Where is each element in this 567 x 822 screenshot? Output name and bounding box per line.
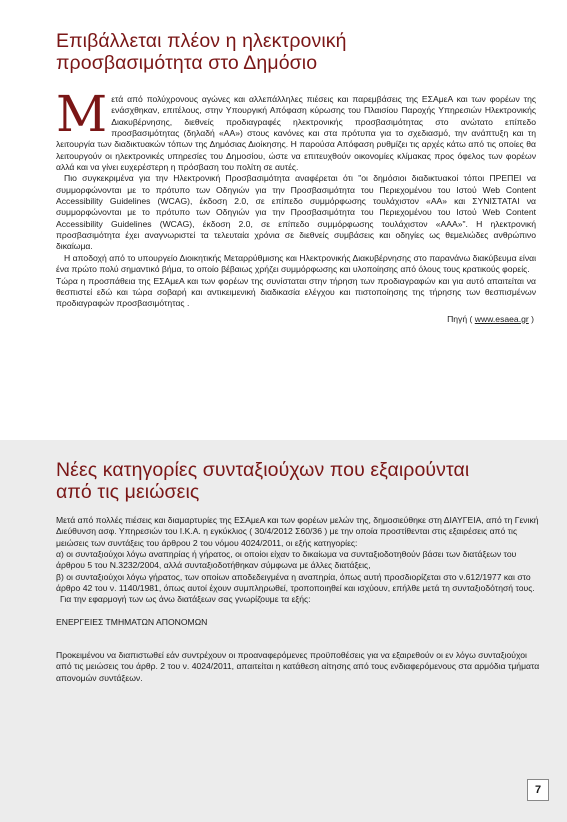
spacer xyxy=(56,606,540,617)
article1-paragraph: Πιο συγκεκριμένα για την Ηλεκτρονική Προσβασιμότητα αναφέρεται ότι "οι δημόσιοι διαδικτυακοί τόποι ΠΡΕΠΕΙ να συμμορφώνονται με το πρότυπο των Οδηγιών για την Προσβασιμότητα του Περιεχομένου του Ιστού Web Content Accessibility Guidelines (WCAG), έκδοση 2.0, σε επίπεδο συμμόρφωσης τουλάχιστον «AA» και ΣΥΝΙΣΤΑΤΑΙ να συμμορφώνονται με το πρότυπο των Οδηγιών για την Προσβασιμότητα του Περιεχομένου του Ιστού Web Content Accessibility Guidelines (WCAG), έκδοση 2.0, σε επίπεδο συμμόρφωσης τουλάχιστον «AAA»". Η ηλεκτρονική προσβασιμότητα έχει αναγνωριστεί τα τελευταία χρόνια σε διεθνείς συμβάσεις και οδηγίες ως θεμελιώδες ανθρώπινο δικαίωμα. xyxy=(56,173,536,252)
article2-paragraph: Προκειμένου να διαπιστωθεί εάν συντρέχουν οι προαναφερόμενες προϋποθέσεις για να εξαιρεθούν οι εν λόγω συνταξιούχοι από τις μειώσεις του άρθρ. 2 του ν. 4024/2011, απαιτείται η κατάθεση αίτησης από τους ενδιαφερόμενους στα αρμόδια τμήματα απονομών συντάξεων. xyxy=(56,650,540,683)
article2-title xyxy=(56,459,526,503)
page-number: 7 xyxy=(527,779,549,801)
article1-title xyxy=(56,30,526,74)
article2-paragraph: Μετά από πολλές πιέσεις και διαμαρτυρίες της ΕΣΑμεΑ και των φορέων μελών της, δημοσιεύθηκε στη ΔΙΑΥΓΕΙΑ, από τη Γενική Διεύθυνση ασφ. Υπηρεσιών του Ι.Κ.Α. η εγκύκλιος ( 30/4/2012 Σ60/36 ) με την οποία προστίθενται στις εξαιρέσεις από τις μειώσεις των συντάξεις του άρθρου 2 του νόμου 4024/2011, οι εξής κατηγορίες: xyxy=(56,515,539,548)
article1-body xyxy=(56,85,536,325)
article2-paragraph: β) οι συνταξιούχοι λόγω γήρατος, των οποίων αποδεδειγμένα η αναπηρία, όπως αυτή προσδιορίζεται στο ν.612/1977 και στο άρθρο 42 του ν. 1140/1981, όπως αυτοί έχουν συμπληρωθεί, τροποποιηθεί και ισχύουν, επήλθε μετά τη συνταξιοδότησή τους. xyxy=(56,571,535,594)
article2-subheading: ΕΝΕΡΓΕΙΕΣ ΤΜΗΜΑΤΩΝ ΑΠΟΝΟΜΩΝ xyxy=(56,616,208,627)
article1-paragraph-text: ετά από πολύχρονους αγώνες και αλλεπάλληλες πιέσεις και παρεμβάσεις της ΕΣΑμεΑ και των φορέων της ενάσχθηκαν, επιτέλους, στην Υπουργική Απόφαση κύρωσης του Πλαισίου Παροχής Υπηρεσιών Ηλεκτρονικής Διακυβέρνησης, διεθνείς προδιαγραφές ηλεκτρονικής προσβασιμότητας στο ανώτατο επίπεδο προσβασιμότητας (δηλαδή «AA») στους κανόνες και στα πρότυπα για το σχεδιασμό, την ανάπτυξη και τη λειτουργία των διαδικτυακών τόπων της Δημόσιας Διοίκησης. Η παρούσα Απόφαση ρυθμίζει τις αρχές κάτω από τις οποίες θα λειτουργούν οι ηλεκτρονικές υπηρεσίες του Δημοσίου, ώστε να επιτευχθούν οικονομίες κλίμακας προς όφελος των φορέων αλλά και να γίνει ευχερέστερη η πρόσβαση του πολίτη σε αυτές. xyxy=(56,94,536,173)
article2-body xyxy=(56,515,540,684)
source-prefix: Πηγή ( xyxy=(447,313,475,324)
spacer xyxy=(56,639,540,650)
article2-paragraph: α) οι συνταξιούχοι λόγω αναπηρίας ή γήρατος, οι οποίοι είχαν το δικαίωμα να συνταξιοδοτηθούν βάσει των διατάξεων του άρθρου 5 του Ν.3232/2004, αλλά συνταξιοδοτήθηκαν σύμφωνα με άλλες διατάξεις, xyxy=(56,549,517,571)
article1-paragraph: Η αποδοχή από το υπουργείο Διοικητικής Μεταρρύθμισης και Ηλεκτρονικής Διακυβέρνησης στο παρανάνω διακύβευμα είναι ένα πρώτο πολύ σημαντικό βήμα, το οποίο βέβαιως χρήζει συμμόρφωσης και υλοποίησης από όλους τους κρατικούς φορείς. xyxy=(56,252,536,275)
article1-paragraph: Τώρα η προσπάθεια της ΕΣΑμεΑ και των φορέων της συνίσταται στην τήρηση των προδιαγραφών και για αυτό απαιτείται να θεσπιστεί εδώ και τώρα σοβαρή και αντικειμενική διαδικασία ελέγχου και πιστοποίησης της τήρησης των θεσπισμένων προδιαγραφών προσβασιμότητας . xyxy=(56,275,536,309)
article2-title-line2: από τις μειώσεις xyxy=(56,481,200,503)
drop-cap: Μ xyxy=(56,85,108,143)
article1-source xyxy=(56,314,536,325)
article2-title-line1: Νέες κατηγορίες συνταξιούχων που εξαιρούνται xyxy=(56,459,470,481)
article1-title-line1: Επιβάλλεται πλέον η ηλεκτρονική xyxy=(56,30,347,52)
article2-paragraph: Για την εφαρμογή των ως άνω διατάξεων σας γνωρίζουμε τα εξής: xyxy=(60,594,311,605)
spacer xyxy=(56,628,540,639)
article1-paragraph xyxy=(56,85,536,173)
source-link[interactable]: www.esaea.gr xyxy=(474,313,529,324)
article1-title-line2: προσβασιμότητα στο Δημόσιο xyxy=(56,52,318,74)
source-suffix: ) xyxy=(528,313,534,324)
